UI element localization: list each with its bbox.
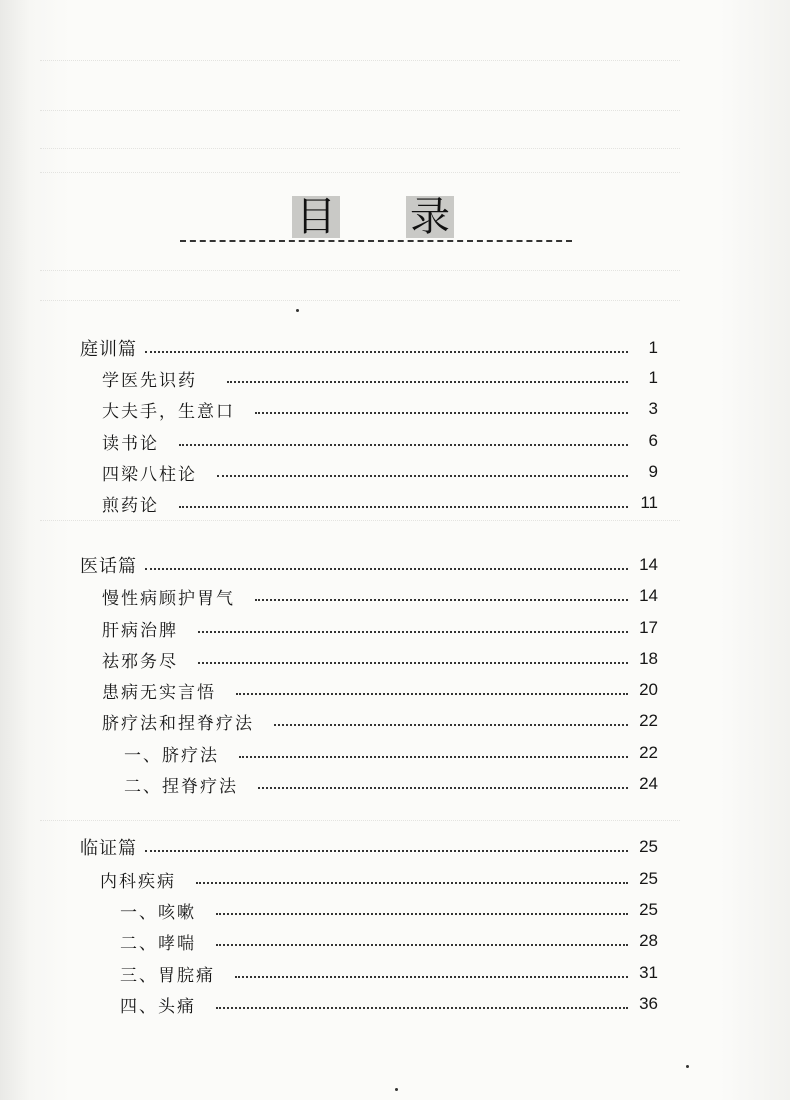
leader-dots <box>145 568 628 570</box>
toc-entry[interactable] <box>102 488 658 518</box>
toc-entry-label: 二、捏脊疗法 <box>124 776 238 797</box>
toc-entry-label: 一、脐疗法 <box>124 745 219 766</box>
print-speck <box>395 1088 398 1091</box>
leader-dots <box>216 1007 628 1009</box>
toc-entry-label: 二、哮喘 <box>120 933 196 954</box>
toc-entry-page: 28 <box>639 931 658 950</box>
toc-entry[interactable] <box>80 333 658 363</box>
toc-entry[interactable] <box>120 926 658 956</box>
toc-entry-label: 临证篇 <box>80 838 137 859</box>
leader-dots <box>196 882 628 884</box>
toc-entry[interactable] <box>102 613 658 643</box>
leader-dots <box>227 381 628 383</box>
toc-entry-page: 9 <box>648 462 658 481</box>
toc-entry[interactable] <box>102 363 658 393</box>
toc-entry-page: 1 <box>648 338 658 357</box>
toc-entry-page: 22 <box>639 711 658 730</box>
leader-dots <box>239 756 628 758</box>
print-speck <box>686 1065 689 1068</box>
toc-entry-label: 祛邪务尽 <box>102 651 178 672</box>
toc-entry-page: 1 <box>648 368 658 387</box>
leader-dots <box>179 506 628 508</box>
toc-entry[interactable] <box>102 644 658 674</box>
toc-entry[interactable] <box>80 550 658 580</box>
toc-entry[interactable] <box>124 769 658 799</box>
toc-entry-page: 25 <box>639 837 658 856</box>
leader-dots <box>216 913 628 915</box>
print-speck <box>296 309 299 312</box>
toc-entry-page: 17 <box>639 618 658 637</box>
toc-entry[interactable] <box>120 989 658 1019</box>
leader-dots <box>236 693 628 695</box>
leader-dots <box>145 850 628 852</box>
leader-dots <box>217 475 628 477</box>
toc-entry-label: 脐疗法和捏脊疗法 <box>102 713 254 734</box>
toc-entry-page: 11 <box>640 493 658 512</box>
toc-entry[interactable] <box>124 738 658 768</box>
leader-dots <box>198 631 628 633</box>
leader-dots <box>198 662 628 664</box>
toc-title <box>180 196 572 256</box>
leader-dots <box>255 412 628 414</box>
leader-dots <box>216 944 628 946</box>
toc-entry[interactable] <box>102 581 658 611</box>
toc-entry-page: 20 <box>639 680 658 699</box>
toc-entry-page: 31 <box>639 963 658 982</box>
toc-entry-page: 14 <box>639 555 658 574</box>
toc-entry-label: 医话篇 <box>80 556 137 577</box>
leader-dots <box>274 724 628 726</box>
title-char-lu: 录 <box>406 196 454 238</box>
toc-entry-label: 慢性病顾护胃气 <box>102 588 235 609</box>
toc-entry-label: 学医先识药 <box>102 370 197 391</box>
title-char-mu: 目 <box>292 196 340 238</box>
toc-entry-page: 36 <box>639 994 658 1013</box>
toc-entry[interactable] <box>102 394 658 424</box>
toc-entry-label: 读书论 <box>102 433 159 454</box>
toc-entry-label: 四、头痛 <box>120 996 196 1017</box>
toc-entry-label: 肝病治脾 <box>102 620 178 641</box>
toc-entry-label: 四梁八柱论 <box>102 464 197 485</box>
toc-entry-page: 22 <box>639 743 658 762</box>
toc-entry[interactable] <box>102 426 658 456</box>
toc-entry-page: 24 <box>639 774 658 793</box>
toc-entry-page: 14 <box>639 586 658 605</box>
toc-entry-page: 6 <box>648 431 658 450</box>
toc-entry[interactable] <box>102 675 658 705</box>
toc-entry-page: 18 <box>639 649 658 668</box>
toc-entry-label: 一、咳嗽 <box>120 902 196 923</box>
toc-entry-label: 煎药论 <box>102 495 159 516</box>
toc-entry[interactable] <box>100 864 658 894</box>
toc-entry[interactable] <box>80 832 658 862</box>
title-dashed-rule <box>180 240 572 242</box>
toc-entry[interactable] <box>102 706 658 736</box>
toc-entry-label: 庭训篇 <box>80 339 137 360</box>
toc-entry-label: 患病无实言悟 <box>102 682 216 703</box>
leader-dots <box>255 599 628 601</box>
leader-dots <box>145 351 628 353</box>
toc-entry-page: 3 <box>648 399 658 418</box>
toc-entry-label: 三、胃脘痛 <box>120 965 215 986</box>
toc-entry[interactable] <box>102 457 658 487</box>
toc-entry[interactable] <box>120 958 658 988</box>
leader-dots <box>258 787 628 789</box>
leader-dots <box>179 444 628 446</box>
toc-entry-page: 25 <box>639 869 658 888</box>
toc-entry-label: 大夫手，生意口 <box>102 401 235 422</box>
toc-entry-page: 25 <box>639 900 658 919</box>
toc-entry[interactable] <box>120 895 658 925</box>
toc-entry-label: 内科疾病 <box>100 871 176 892</box>
leader-dots <box>235 976 628 978</box>
